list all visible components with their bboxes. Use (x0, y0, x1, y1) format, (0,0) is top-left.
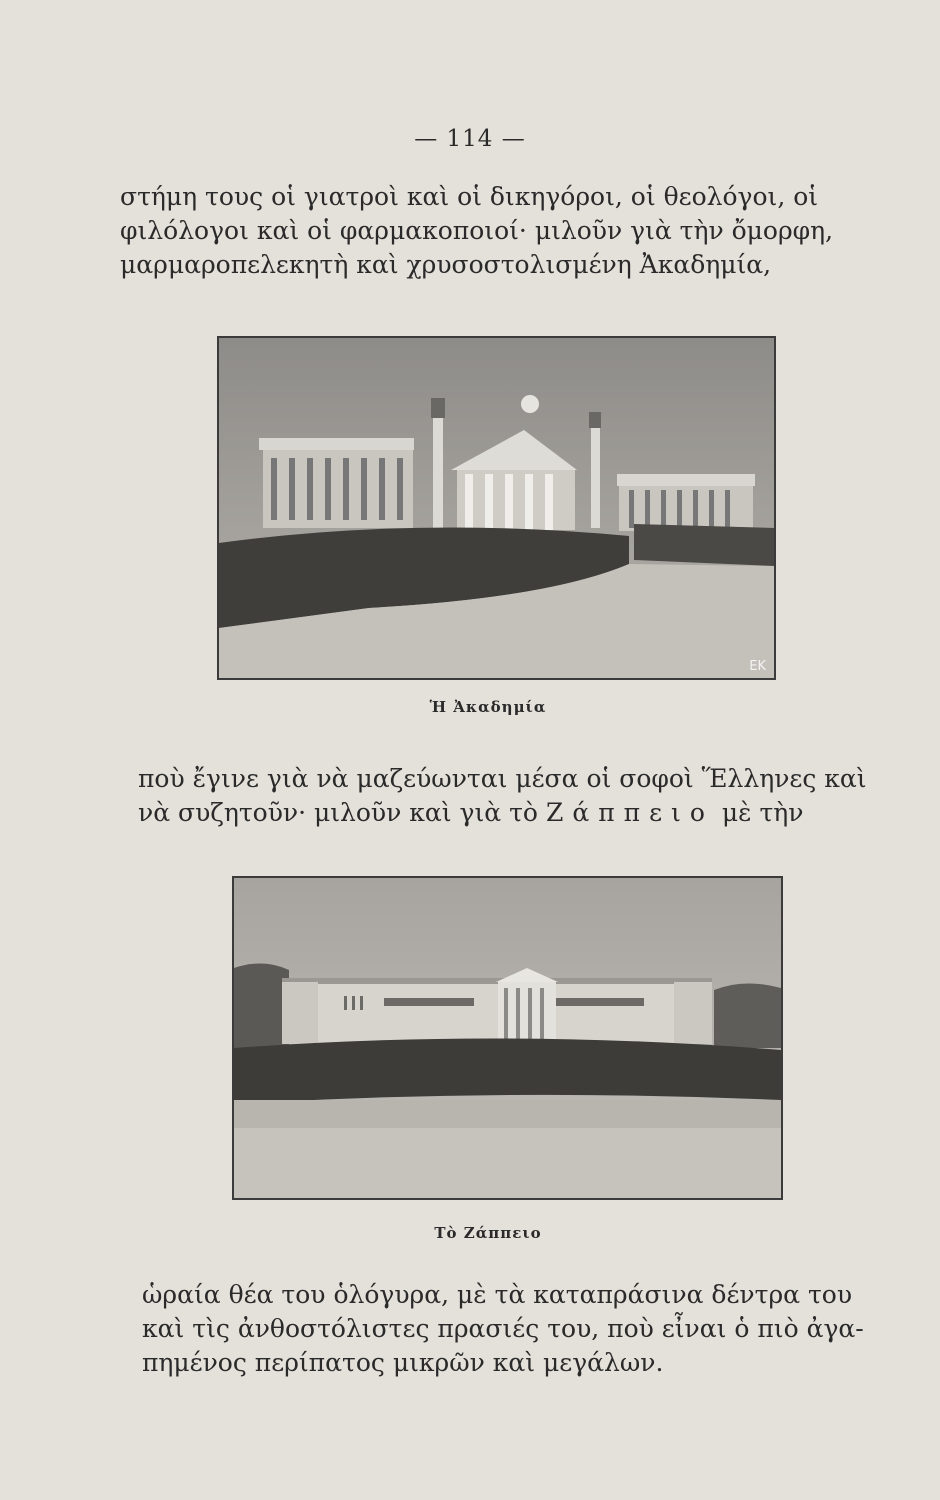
paragraph-1-line-2: φιλόλογοι καὶ οἱ φαρμακοποιοί· μιλοῦν γιὰ τὴν ὄμορφη, (120, 216, 834, 245)
paragraph-2-line-1: ποὺ ἔγινε γιὰ νὰ μαζεύωνται μέσα οἱ σοφοὶ Ἕλληνες καὶ (138, 764, 867, 793)
academy-caption: Ἡ Ἀκαδημία (429, 698, 547, 716)
paragraph-2 (138, 762, 867, 830)
photo-initials: ΕΚ (749, 659, 766, 674)
paragraph-1 (120, 180, 833, 282)
paragraph-2-line-2 (138, 796, 867, 830)
paragraph-3-line-1: ὡραία θέα του ὁλόγυρα, μὲ τὰ καταπράσινα δέντρα του (142, 1280, 853, 1309)
paragraph-2-line-2-start: νὰ συζητοῦν· μιλοῦν καὶ γιὰ τὸ (138, 798, 538, 827)
zappeio-emphasis: Ζάππειο (545, 798, 714, 827)
paragraph-2-line-2-end: μὲ τὴν (721, 798, 804, 827)
page-number: — 114 — (414, 126, 526, 152)
paragraph-3-line-2: καὶ τὶς ἀνθοστόλιστες πρασιές του, ποὺ εἶναι ὁ πιὸ ἀγα- (142, 1314, 864, 1343)
zappeio-caption: Τὸ Ζάππειο (434, 1224, 542, 1242)
academy-photo (217, 336, 776, 680)
paragraph-3-line-3: πημένος περίπατος μικρῶν καὶ μεγάλων. (142, 1348, 664, 1377)
paragraph-1-line-1: στήμη τους οἱ γιατροὶ καὶ οἱ δικηγόροι, οἱ θεολόγοι, οἱ (120, 182, 819, 211)
zappeio-photo (232, 876, 783, 1200)
paragraph-3 (142, 1278, 864, 1380)
paragraph-1-line-3: μαρμαροπελεκητὴ καὶ χρυσοστολισμένη Ἀκαδημία, (120, 250, 772, 279)
